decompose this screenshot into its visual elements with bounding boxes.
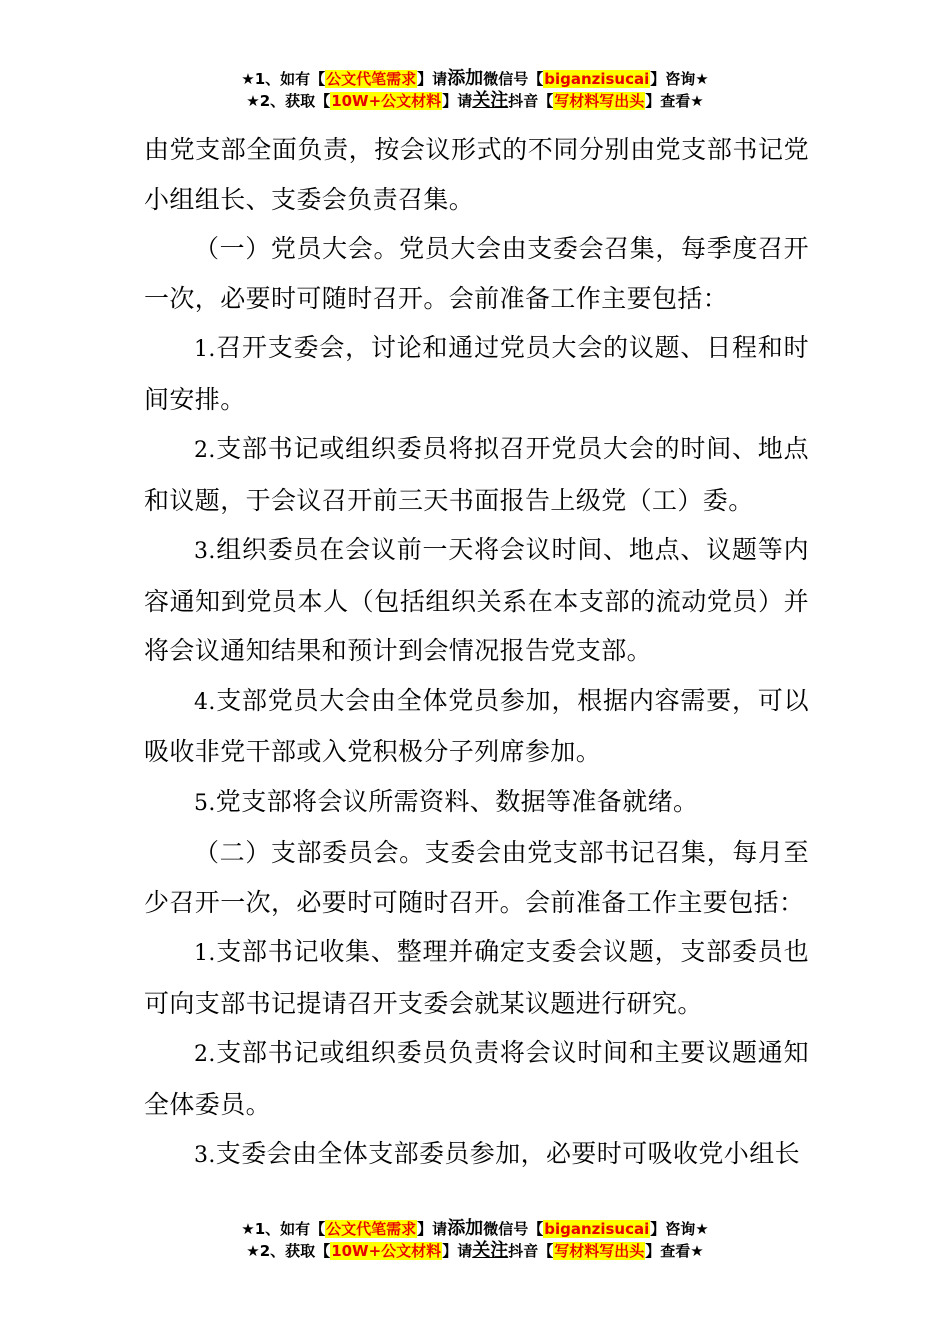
item-number: 3. (194, 1143, 216, 1168)
item-number: 4. (194, 689, 216, 715)
banner-line-2: ★2、获取【10W+公文材料】请关注抖音【写材料写出头】查看★ (246, 1240, 704, 1261)
paragraph-text: 党支部将会议所需资料、数据等准备就绪。 (215, 786, 699, 816)
paragraph-text: 组织委员在会议前一天将会议时间、地点、议题等内容通知到党员本人（包括组织关系在本支部的流动党员）并将会议通知结果和预计到会情况报告党支部。 (144, 535, 809, 665)
highlight-materials: 10W+公文材料 (331, 1242, 442, 1260)
paragraph-text: 由党支部全面负责，按会议形式的不同分别由党支部书记党小组组长、支委会负责召集。 (144, 135, 809, 214)
footer-banner (0, 1218, 950, 1262)
item-number: 1. (194, 941, 216, 966)
paragraph-text: 支部党员大会由全体党员参加，根据内容需要，可以吸收非党干部或入党积极分子列席参加。 (144, 685, 809, 766)
item-number: 2. (194, 438, 216, 463)
highlight-wechat-id: biganzisucai (544, 1220, 650, 1238)
paragraph-text: 支部书记或组织委员负责将会议时间和主要议题通知全体委员。 (144, 1038, 809, 1119)
paragraph-text: （二）支部委员会。支委会由党支部书记召集，每月至少召开一次，必要时可随时召开。会前准备工作主要包括： (144, 838, 809, 917)
highlight-wechat-id: biganzisucai (544, 70, 650, 88)
item-number: 3. (194, 539, 216, 564)
highlight-materials: 10W+公文材料 (331, 92, 442, 110)
paragraph (144, 828, 809, 927)
paragraph-text: 支部书记收集、整理并确定支委会议题，支部委员也可向支部书记提请召开支委会就某议题进行研究。 (144, 937, 809, 1018)
paragraph (144, 676, 809, 777)
banner-line-1: ★1、如有【公文代笔需求】请添加微信号【biganzisucai】咨询★ (241, 68, 709, 89)
paragraph-text: 支委会由全体支部委员参加，必要时可吸收党小组长 (215, 1139, 800, 1168)
highlight-service: 公文代笔需求 (326, 1220, 417, 1238)
highlight-douyin: 写材料写出头 (554, 1242, 645, 1260)
item-number: 1. (194, 337, 216, 362)
document-body (144, 125, 809, 1181)
header-banner (0, 68, 950, 112)
paragraph-text: （一）党员大会。党员大会由支委会召集，每季度召开一次，必要时可随时召开。会前准备工作主要包括： (144, 234, 809, 313)
highlight-douyin: 写材料写出头 (554, 92, 645, 110)
paragraph (144, 1129, 809, 1181)
item-number: 5. (194, 790, 216, 816)
paragraph (144, 424, 809, 525)
paragraph (144, 1028, 809, 1129)
paragraph-text: 召开支委会，讨论和通过党员大会的议题、日程和时间安排。 (144, 333, 809, 414)
paragraph-text: 支部书记或组织委员将拟召开党员大会的时间、地点和议题，于会议召开前三天书面报告上级党（工）委。 (144, 434, 809, 515)
item-number: 2. (194, 1042, 216, 1067)
paragraph (144, 927, 809, 1028)
paragraph (144, 323, 809, 424)
banner-line-2: ★2、获取【10W+公文材料】请关注抖音【写材料写出头】查看★ (246, 90, 704, 111)
paragraph (144, 224, 809, 323)
paragraph (144, 777, 809, 829)
paragraph (144, 525, 809, 676)
highlight-service: 公文代笔需求 (326, 70, 417, 88)
paragraph (144, 125, 809, 224)
banner-line-1: ★1、如有【公文代笔需求】请添加微信号【biganzisucai】咨询★ (241, 1218, 709, 1239)
